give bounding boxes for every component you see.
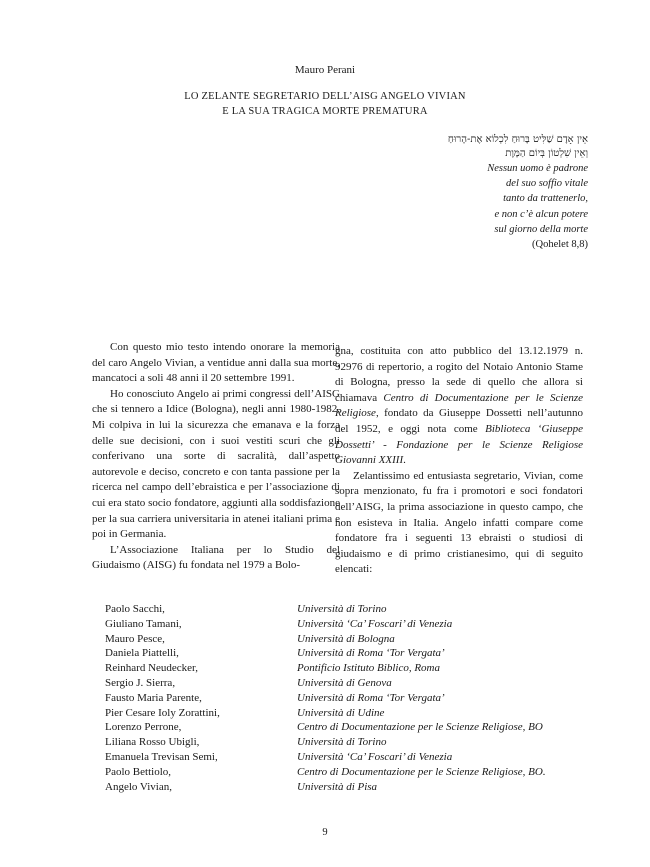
founder-name: Fausto Maria Parente, bbox=[105, 691, 202, 704]
founders-list bbox=[105, 602, 605, 794]
paragraph: Zelantissimo ed entusiasta segretario, Vivian, come sopra menzionato, fu fra i promotori e soci fondatori dell’AISG, la prima associazione in questo campo, che non esisteva in Italia. Angelo infatti compare come fondatore fra i seguenti 13 ebraisti o studiosi di giudaismo e di primo cristianesimo, qui di seguito elencati: bbox=[335, 469, 583, 576]
founder-institution: Università ‘Ca’ Foscari’ di Venezia bbox=[297, 750, 453, 763]
founder-name: Sergio J. Sierra, bbox=[105, 676, 176, 689]
translation-line-4: e non c’è alcun potere bbox=[494, 208, 588, 220]
founder-name: Liliana Rosso Ubigli, bbox=[105, 736, 200, 749]
founder-institution: Centro di Documentazione per le Scienze Religiose, BO. bbox=[297, 765, 546, 778]
founder-name: Mauro Pesce, bbox=[105, 632, 165, 645]
list-item bbox=[105, 676, 605, 691]
founder-institution: Università di Roma ‘Tor Vergata’ bbox=[297, 691, 445, 704]
title-line-2: E LA SUA TRAGICA MORTE PREMATURA bbox=[222, 106, 428, 117]
founder-institution: Centro di Documentazione per le Scienze Religiose, BO bbox=[297, 721, 543, 734]
list-item bbox=[105, 706, 605, 721]
founder-name: Giuliano Tamani, bbox=[105, 617, 182, 630]
translation-line-5: sul giorno della morte bbox=[494, 223, 588, 235]
founder-institution: Università di Torino bbox=[297, 603, 387, 615]
translation-line-3: tanto da trattenerlo, bbox=[503, 193, 588, 205]
body-column-left bbox=[92, 340, 340, 574]
text-run: gna, costituita con atto pubblico del 13.12.1979 n. 92976 di repertorio, a rogito del Notaio Antonio Stame di Bologna, presso la sede di quello che allora si chiamava bbox=[335, 345, 583, 404]
text-run: . bbox=[403, 454, 406, 467]
founder-institution: Università ‘Ca’ Foscari’ di Venezia bbox=[297, 617, 453, 630]
epigraph-translation bbox=[288, 161, 588, 237]
founder-institution: Università di Genova bbox=[297, 676, 392, 689]
text-run: , fondato da Giuseppe Dossetti nell’autunno del 1952, e oggi nota come bbox=[335, 407, 583, 435]
founder-name: Reinhard Neudecker, bbox=[105, 662, 199, 675]
epigraph bbox=[288, 133, 588, 252]
hebrew-line-1: אֵין אָדָם שַׁלִּיט בָּרוּחַ לִכְלוֹא אֶת-הָרוּחַ bbox=[447, 134, 588, 145]
founder-institution: Università di Torino bbox=[297, 736, 387, 749]
founder-name: Lorenzo Perrone, bbox=[105, 721, 182, 734]
list-item bbox=[105, 780, 605, 795]
body-column-right bbox=[335, 344, 583, 578]
paragraph: L’Associazione Italiana per lo Studio del Giudaismo (AISG) fu fondata nel 1979 a Bolo- bbox=[92, 543, 340, 572]
list-item bbox=[105, 765, 605, 780]
founder-institution: Università di Udine bbox=[297, 706, 385, 719]
page-number: 9 bbox=[322, 827, 328, 838]
paragraph: Ho conosciuto Angelo ai primi congressi dell’AISG che si tennero a Idice (Bologna), negli anni 1980-1982. Mi colpiva in lui la sicurezza che emanava e la forza delle sue decisioni, con i suoi vestiti scuri che gli conferivano una sorte di sacralità, dall’aspetto autorevole e deciso, concreto e con tanta passione per la ricerca nel campo dell’ebraistica e per l’associazione di cui era stato socio fondatore, aggiunti alla soddisfazione per la sua carriera universitaria in atenei italiani prima e poi in Germania. bbox=[92, 387, 340, 541]
founder-institution: Università di Roma ‘Tor Vergata’ bbox=[297, 647, 445, 660]
list-item bbox=[105, 735, 605, 750]
founder-institution: Università di Bologna bbox=[297, 632, 395, 645]
paragraph: Con questo mio testo intendo onorare la memoria del caro Angelo Vivian, a ventidue anni dalla sua morte, mancatoci a soli 48 anni il 20 settembre 1991. bbox=[92, 341, 340, 385]
list-item bbox=[105, 617, 605, 632]
founder-name: Pier Cesare Ioly Zorattini, bbox=[105, 706, 220, 719]
author-name: Mauro Perani bbox=[294, 64, 356, 76]
list-item bbox=[105, 691, 605, 706]
list-item bbox=[105, 602, 605, 617]
list-item bbox=[105, 646, 605, 661]
list-item bbox=[105, 632, 605, 647]
founder-name: Paolo Sacchi, bbox=[105, 603, 165, 615]
founder-institution: Università di Pisa bbox=[297, 780, 378, 793]
italic-institution: Biblioteca ‘Giuseppe Dossetti’ - Fondazione per le Scienze Religiose Giovanni XXIII bbox=[335, 422, 583, 467]
italic-institution: Centro di Documentazione per le Scienze Religiose bbox=[335, 391, 583, 420]
founder-institution: Pontificio Istituto Biblico, Roma bbox=[297, 662, 440, 675]
paragraph bbox=[335, 344, 583, 469]
title-line-1: LO ZELANTE SEGRETARIO DELL’AISG ANGELO VIVIAN bbox=[184, 91, 466, 102]
list-item bbox=[105, 750, 605, 765]
founder-name: Paolo Bettiolo, bbox=[105, 765, 171, 778]
epigraph-reference: (Qohelet 8,8) bbox=[532, 239, 588, 251]
founder-name: Daniela Piattelli, bbox=[105, 647, 179, 660]
epigraph-hebrew bbox=[288, 133, 588, 161]
hebrew-line-2: וְאֵין שִׁלְטוֹן בְּיוֹם הַמָּוֶת bbox=[505, 148, 588, 159]
list-item bbox=[105, 661, 605, 676]
founder-name: Emanuela Trevisan Semi, bbox=[105, 750, 218, 763]
translation-line-1: Nessun uomo è padrone bbox=[487, 163, 588, 174]
translation-line-2: del suo soffio vitale bbox=[506, 178, 588, 190]
founder-name: Angelo Vivian, bbox=[105, 780, 172, 793]
list-item bbox=[105, 720, 605, 735]
article-title bbox=[0, 89, 650, 119]
